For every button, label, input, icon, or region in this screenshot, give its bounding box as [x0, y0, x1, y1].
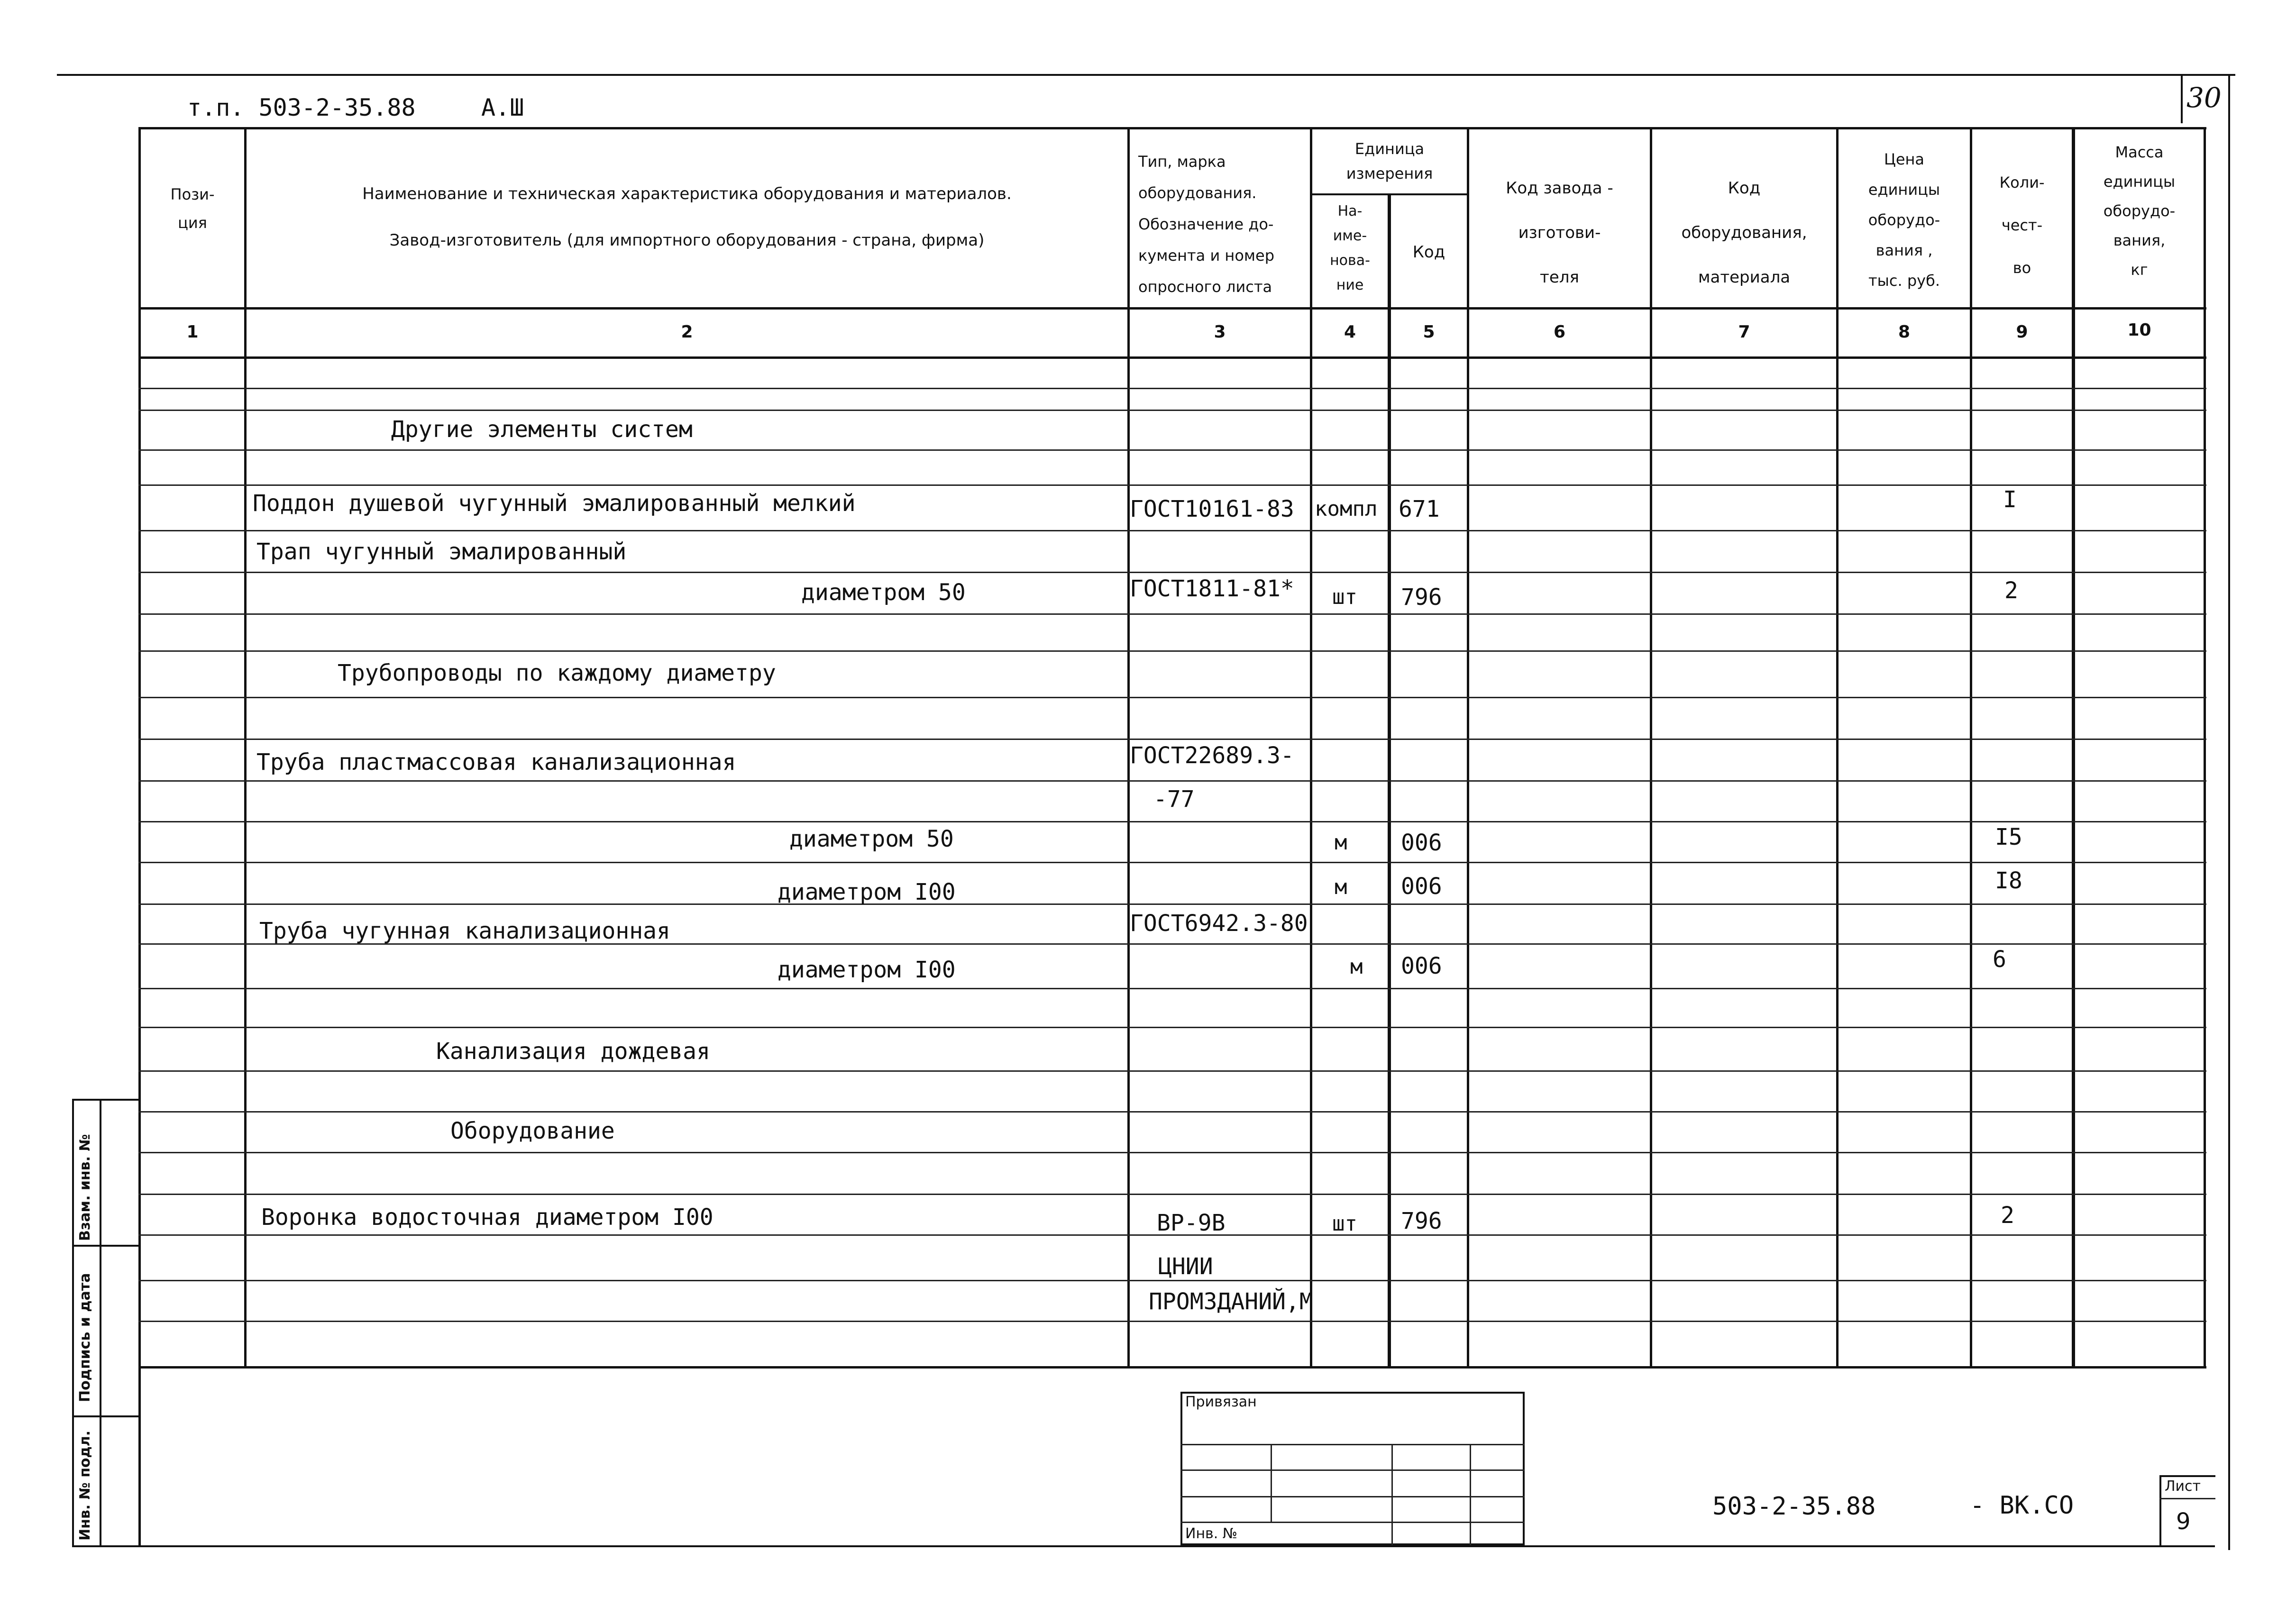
row-line	[138, 484, 2206, 486]
top-border-line	[57, 74, 2235, 76]
row-line	[138, 572, 2206, 573]
row-line	[138, 388, 2206, 389]
item-unit: шт	[1332, 1212, 1357, 1236]
side-label-inv-sub: Инв. № подл.	[77, 1430, 93, 1541]
col-number-10: 10	[2127, 320, 2151, 340]
row-line	[138, 739, 2206, 740]
row-line	[138, 449, 2206, 451]
item-name: Трап чугунный эмалированный	[256, 538, 627, 565]
row-line	[138, 780, 2206, 782]
row-line	[138, 410, 2206, 411]
inventory-label: Инв. №	[1185, 1525, 1238, 1542]
col-number-8: 8	[1898, 322, 1911, 342]
col-6-header: Код завода - изготови- теля	[1506, 179, 1613, 287]
item-code: 006	[1401, 830, 1442, 856]
sheet-box-divider	[2159, 1498, 2215, 1499]
item-name: Труба чугунная канализационная	[259, 918, 670, 944]
col-7-header: Код оборудования, материала	[1681, 179, 1807, 287]
col-line-5	[1467, 127, 1469, 1369]
col-3-header: Тип, марка оборудования. Обозначение до- кумента и номер опросного листа	[1138, 153, 1275, 296]
col-number-6: 6	[1553, 322, 1566, 342]
sheet-label: Лист	[2165, 1478, 2201, 1495]
project-number: т.п. 503-2-35.88	[187, 94, 416, 121]
col-10-header: Масса единицы оборудо- вания, кг	[2103, 143, 2176, 279]
item-qty: 2	[2001, 1202, 2014, 1229]
item-unit: м	[1335, 830, 1347, 855]
row-line	[138, 1321, 2206, 1322]
item-code: 796	[1401, 1208, 1442, 1234]
col-line-1	[244, 127, 247, 1369]
col-line-8	[1970, 127, 1972, 1369]
item-doc-cont: -77	[1153, 786, 1195, 812]
col-line-10	[2204, 127, 2206, 1369]
col-line-9	[2072, 127, 2075, 1369]
item-unit: компл	[1315, 497, 1378, 521]
col-1-header: Пози- ция	[170, 185, 215, 232]
stamp-row-line	[1180, 1469, 1525, 1471]
col-8-header: Цена единицы оборудо- вания , тыс. руб.	[1868, 150, 1940, 290]
side-stamp-line	[72, 1245, 139, 1247]
item-name: Труба пластмассовая канализационная	[256, 749, 736, 776]
section-title: Трубопроводы по каждому диаметру	[338, 660, 776, 686]
item-qty: 6	[1993, 946, 2006, 973]
header-bottom-line	[138, 307, 2206, 310]
table-bottom-line	[138, 1366, 2206, 1369]
side-label-sign-date: Подпись и дата	[77, 1273, 93, 1402]
numbers-bottom-line	[138, 356, 2206, 359]
item-name: Поддон душевой чугунный эмалированный мелкий	[253, 490, 856, 517]
item-name: диаметром 50	[801, 579, 966, 606]
album-label: А.Ш	[481, 94, 524, 121]
row-line	[138, 1070, 2206, 1072]
item-doc: ГОСТ22689.3-	[1130, 742, 1294, 769]
item-doc-cont: ЦНИИ	[1158, 1253, 1213, 1280]
sheet-number: 9	[2176, 1508, 2191, 1535]
right-frame-line	[2228, 74, 2230, 1550]
units-divider	[1310, 193, 1469, 195]
item-unit: м	[1335, 875, 1347, 899]
stamp-row-line	[1180, 1444, 1525, 1445]
row-line	[138, 613, 2206, 615]
row-line	[138, 530, 2206, 531]
row-line	[138, 903, 2206, 905]
item-qty: I5	[1995, 824, 2022, 850]
col-4-header: На- име- нова- ние	[1330, 203, 1370, 293]
stamp-col-line	[1391, 1444, 1393, 1545]
col-line-3	[1310, 127, 1312, 1369]
side-stamp-left	[72, 1099, 74, 1547]
page-number: 30	[2186, 82, 2222, 114]
side-stamp-line	[72, 1415, 139, 1417]
row-line	[138, 988, 2206, 989]
col-number-3: 3	[1214, 322, 1226, 342]
section-title: Оборудование	[450, 1118, 615, 1144]
item-name: диаметром I00	[778, 957, 956, 983]
row-line	[138, 697, 2206, 698]
row-line	[138, 1194, 2206, 1195]
item-qty: I8	[1995, 867, 2022, 894]
row-line	[138, 1111, 2206, 1113]
col-line-6	[1650, 127, 1652, 1369]
side-stamp-mid	[100, 1099, 101, 1547]
stamp-row-line	[1180, 1522, 1525, 1523]
item-unit: шт	[1332, 585, 1357, 609]
section-title: Канализация дождевая	[436, 1038, 710, 1065]
item-name: Воронка водосточная диаметром I00	[261, 1204, 713, 1231]
item-qty: I	[2003, 486, 2017, 513]
item-doc: ГОСТ10161-83	[1130, 496, 1294, 522]
item-doc: ГОСТ1811-81*	[1130, 575, 1294, 602]
side-label-vzam: Взам. инв. №	[77, 1134, 93, 1241]
col-number-7: 7	[1738, 322, 1750, 342]
item-doc: ВР-9В	[1157, 1210, 1226, 1236]
section-title: Другие элементы систем	[391, 416, 693, 443]
stamp-col-line	[1271, 1444, 1272, 1522]
stamp-col-line	[1470, 1444, 1471, 1545]
row-line	[138, 1027, 2206, 1028]
col-number-9: 9	[2016, 322, 2028, 342]
item-doc: ГОСТ6942.3-80	[1130, 910, 1308, 937]
table-top-line	[138, 127, 2206, 129]
item-code: 671	[1399, 496, 1440, 522]
item-qty: 2	[2004, 577, 2018, 604]
col-line-7	[1836, 127, 1839, 1369]
item-code: 006	[1401, 873, 1442, 900]
row-line	[138, 821, 2206, 822]
col-2-header: Наименование и техническая характеристика оборудования и материалов. Завод-изготовитель (для импортного оборудования - страна, фирма)	[362, 184, 1012, 250]
row-line	[138, 650, 2206, 652]
row-line	[138, 862, 2206, 863]
side-stamp-line	[72, 1099, 139, 1101]
stamp-row-line	[1180, 1496, 1525, 1497]
col-number-2: 2	[681, 322, 693, 342]
col-number-1: 1	[186, 322, 199, 342]
item-code: 006	[1401, 953, 1442, 979]
item-name: диаметром I00	[778, 879, 956, 905]
bottom-frame-line	[72, 1545, 2215, 1547]
item-unit: м	[1350, 955, 1363, 979]
item-doc-cont: ПРОМЗДАНИЙ,М	[1149, 1288, 1313, 1315]
units-header: Единица измерения	[1346, 140, 1433, 182]
document-section: - ВК.СО	[1970, 1491, 2074, 1520]
col-5-header: Код	[1412, 243, 1445, 262]
binding-label: Привязан	[1185, 1394, 1257, 1410]
item-name: диаметром 50	[789, 826, 954, 852]
row-line	[138, 1152, 2206, 1153]
col-number-5: 5	[1423, 322, 1435, 342]
item-code: 796	[1401, 584, 1442, 611]
col-number-4: 4	[1344, 322, 1356, 342]
document-designation: 503-2-35.88	[1712, 1492, 1876, 1521]
col-9-header: Коли- чест- во	[1999, 173, 2045, 277]
